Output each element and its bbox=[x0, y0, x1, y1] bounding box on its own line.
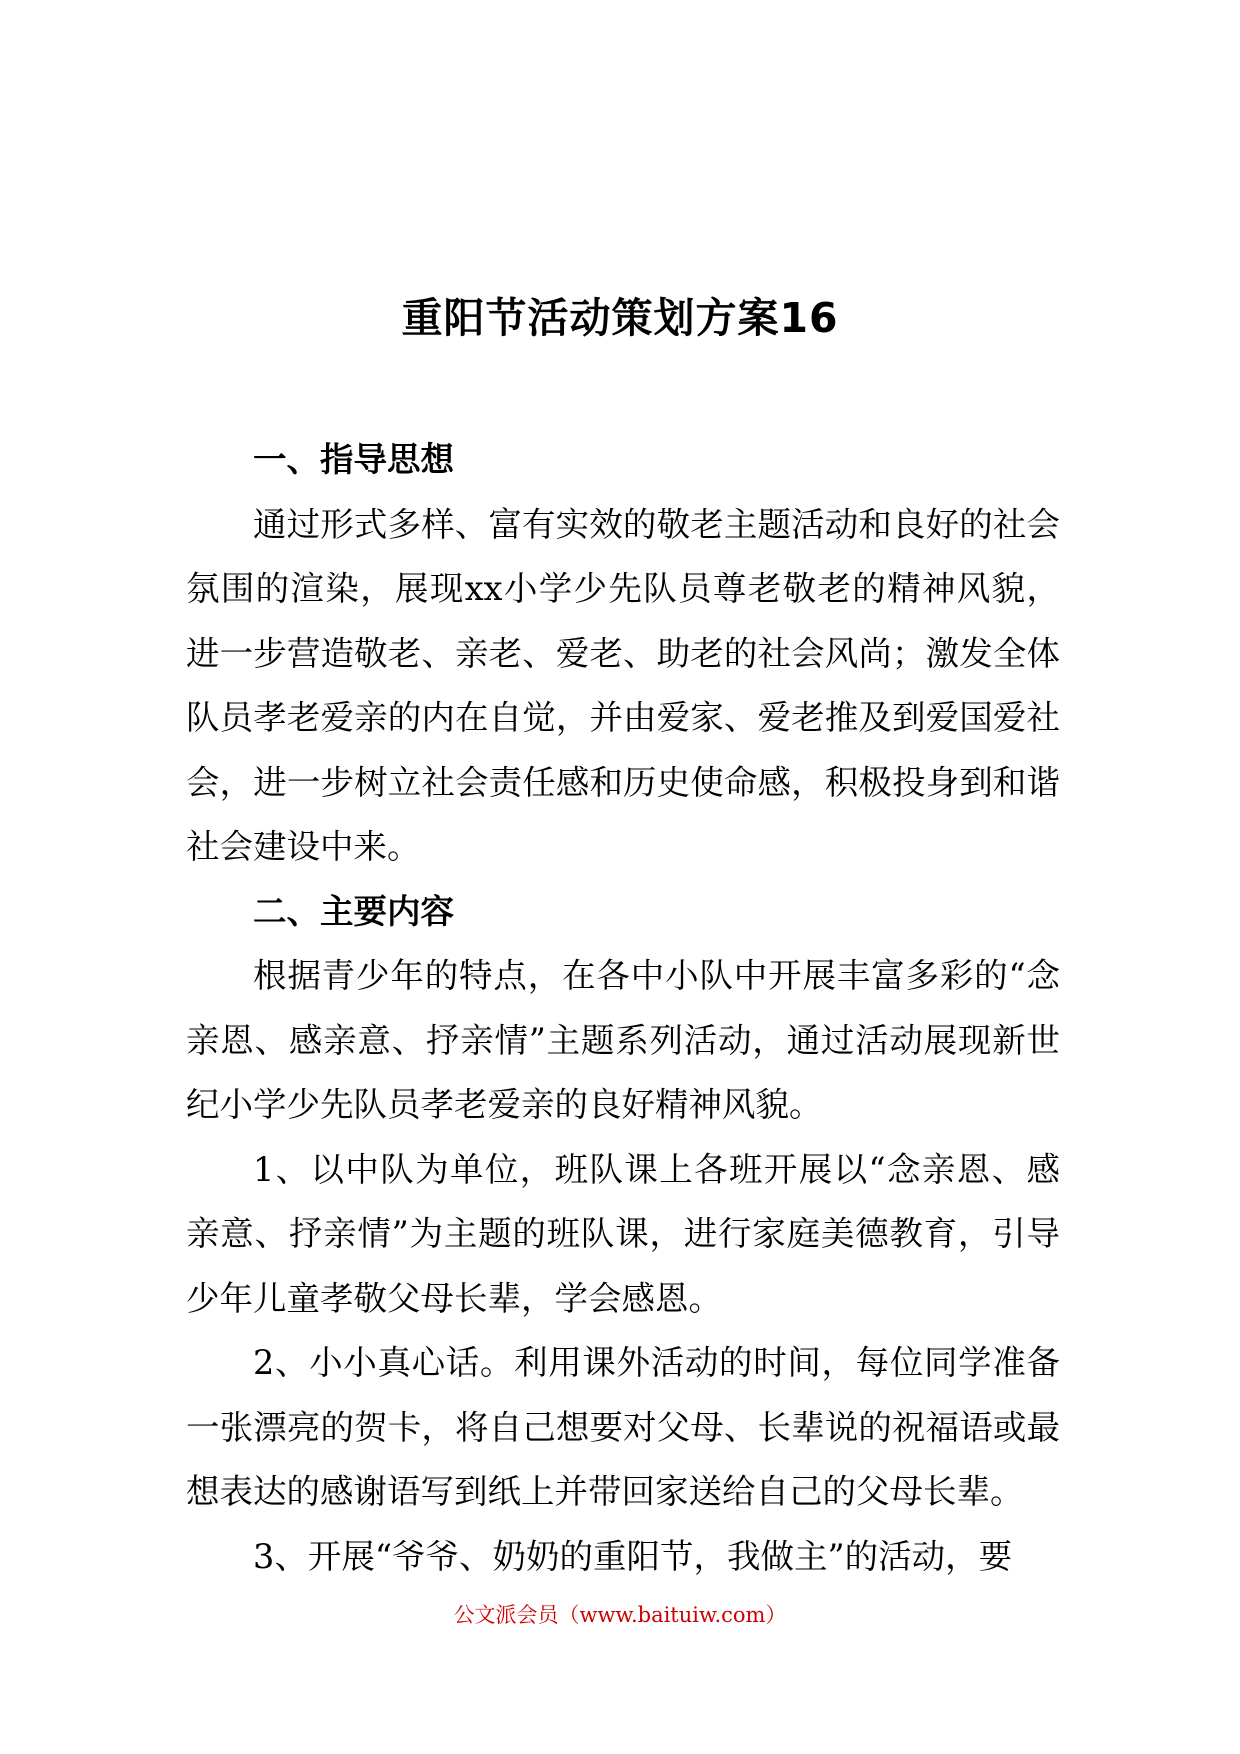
paragraph-main-content-intro: 根据青少年的特点，在各中小队中开展丰富多彩的“念亲恩、感亲意、抒亲情”主题系列活动，通过活动展现新世纪小学少先队员孝老爱亲的良好精神风貌。 bbox=[186, 956, 1060, 1124]
paragraph-activity-1: 1、以中队为单位，班队课上各班开展以“念亲恩、感亲意、抒亲情”为主题的班队课，进行家庭美德教育，引导少年儿童孝敬父母长辈，学会感恩。 bbox=[186, 1149, 1060, 1318]
document-title: 重阳节活动策划方案16 bbox=[401, 294, 839, 342]
document-body bbox=[186, 428, 1060, 1589]
footer-watermark-text: 公文派会员（www.baituiw.com） bbox=[453, 1603, 787, 1627]
paragraph-activity-3: 3、开展“爷爷、奶奶的重阳节，我做主”的活动，要 bbox=[253, 1536, 1013, 1576]
section-heading-main-content: 二、主要内容 bbox=[253, 891, 454, 931]
section-heading-guiding-ideology: 一、指导思想 bbox=[253, 440, 454, 479]
paragraph-guiding-ideology: 通过形式多样、富有实效的敬老主题活动和良好的社会氛围的渲染，展现xx小学少先队员尊老敬老的精神风貌，进一步营造敬老、亲老、爱老、助老的社会风尚；激发全体队员孝老爱亲的内在自觉，并由爱家、爱老推及到爱国爱社会，进一步树立社会责任感和历史使命感，积极投身到和谐社会建设中来。 bbox=[186, 504, 1060, 866]
paragraph-activity-2: 2、小小真心话。利用课外活动的时间，每位同学准备一张漂亮的贺卡，将自己想要对父母、长辈说的祝福语或最想表达的感谢语写到纸上并带回家送给自己的父母长辈。 bbox=[186, 1343, 1060, 1511]
